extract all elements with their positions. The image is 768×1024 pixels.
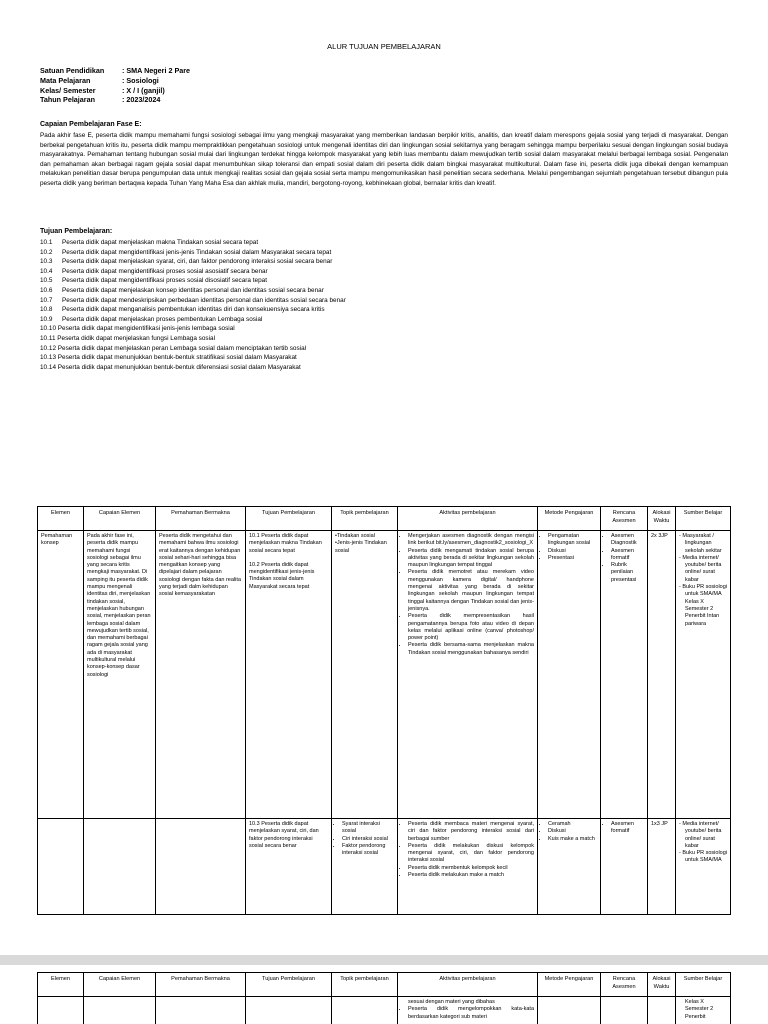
sumber-cell (676, 531, 731, 819)
goal-item: 10.6 Peserta didik dapat menjelaskan konsep identitas personal dan identitas sosial secara benar (40, 286, 324, 294)
waktu-cell: 1x3 JP (648, 819, 676, 915)
elemen-cell (38, 997, 84, 1024)
source-item: - Media internet/ youtube/ berita online/ surat kabar (685, 555, 727, 584)
goal-item: 10.2 Peserta didik dapat mengidentifikasi jenis-jenis Tindakan sosial dalam Masyarakat secara tepat (40, 248, 332, 256)
assessment-item: • Asesmen Diagnostik (611, 533, 644, 548)
source-continued: Semester 2 (685, 1006, 714, 1013)
goal-item: 10.5 Peserta didik dapat mengidentifikasi proses sosial disosiatif secara tepat (40, 277, 267, 285)
method-item: • Diskusi (548, 548, 597, 555)
meta-row (40, 86, 190, 96)
assessment-item: • Rubrik penilaian presentasi (611, 562, 644, 584)
header-cell: Metode Pengajaran (538, 507, 601, 531)
activity-item: • Peserta didik mengelompokkan kata-kata berdasarkan kategori sub materi (408, 1006, 534, 1021)
meta-label: Kelas/ Semester (40, 85, 96, 95)
source-continued: Penerbit (685, 1013, 706, 1020)
meta-label: Mata Pelajaran (40, 75, 91, 85)
sumber-cell (676, 819, 731, 915)
source-item: - Buku PR sosiologi untuk SMA/MA (685, 850, 727, 865)
tujuan-text: 10.2 Peserta didik dapat mengidentifikasi jenis-jenis Tindakan sosial dalam Masyarakat secara tepat (249, 561, 315, 590)
elemen-cell: Pemahaman konsep (38, 531, 84, 819)
topik-cell (332, 531, 398, 819)
meta-value: : SMA Negeri 2 Pare (122, 66, 191, 75)
topic-item: • Faktor pendorong interaksi sosial (342, 843, 394, 858)
meta-row (40, 66, 190, 76)
pemahaman-cell (156, 997, 246, 1024)
header-cell: Alokasi Waktu (648, 507, 676, 531)
metode-cell (538, 819, 601, 915)
meta-value: : 2023/2024 (122, 95, 161, 105)
header-cell: Rencana Asesmen (601, 973, 648, 997)
document-page-2 (0, 965, 768, 1024)
assessment-item: • Asesmen formatif (611, 548, 644, 563)
goal-item: 10.4 Peserta didik dapat mengidentifikasi proses sosial asosiatif secara benar (40, 267, 268, 275)
method-item: • Presentasi (548, 555, 597, 562)
table-row (38, 531, 731, 819)
goal-item: 10.1 Peserta didik dapat menjelaskan makna Tindakan sosial secara tepat (40, 239, 259, 246)
source-item: - Buku PR sosiologi untuk SMA/MA Kelas X Semester 2 Penerbit Intan pariwara (685, 584, 727, 628)
atp-table (37, 506, 731, 915)
method-item: • Kuis make a match (548, 836, 597, 843)
method-item: • Pengamatan lingkungan sosial (548, 533, 597, 548)
goal-item: 10.13 Peserta didik dapat menunjukkan bentuk-bentuk stratifikasi sosial dalam Masyarakat (40, 354, 297, 362)
header-cell: Tujuan Pembelajaran (246, 973, 332, 997)
table-row (38, 819, 731, 915)
capaian-cell (84, 997, 156, 1024)
activity-item: • Peserta didik melakukan make a match (408, 872, 534, 879)
table-row (38, 997, 731, 1024)
activity-item: • Peserta didik bersama-sama menjelaskan makna Tindakan sosial menggunakan bahasanya sendiri (408, 642, 534, 657)
capaian-cell (84, 819, 156, 915)
topic-item: •Jenis-jenis Tindakan sosial (335, 540, 387, 554)
goal-item: 10.7 Peserta didik dapat mendeskripsikan perbedaan identitas personal dan identitas sosial secara benar (40, 296, 346, 304)
asesmen-cell (601, 531, 648, 819)
metode-cell (538, 531, 601, 819)
tujuan-text: 10.1 Peserta didik dapat menjelaskan makna Tindakan sosial secara tepat (249, 533, 322, 554)
tujuan-cell (246, 531, 332, 819)
sumber-cell (676, 997, 731, 1024)
header-cell: Rencana Asesmen (601, 507, 648, 531)
header-cell: Capaian Elemen (84, 507, 156, 531)
meta-label: Tahun Pelajaran (40, 95, 95, 105)
source-continued: Kelas X (685, 999, 704, 1005)
metode-cell (538, 997, 601, 1024)
cp-paragraph: Pada akhir fase E, peserta didik mampu memahami fungsi sosiologi sebagai ilmu yang mengkaji masyarakat yang memberikan landasan berpikir kritis, analitis, dan kreatif dalam merespons gejala sosial yang terjadi di masyarakat. Dengan berbekal pengetahuan kritis itu, peserta didik mampu mempraktikkan pengetahuan sosiologi untuk mengenali identitas diri dan lingkungan sosial sekitarnya yang beragam sehingga mampu berperilaku sesuai dengan lingkungan sosial budaya masyarakatnya. Pemahaman tentang hubungan sosial mulai dari lingkungan terdekat hingga kelompok masyarakat yang lebih luas membantu dalam mewujudkan tertib sosial dalam masyarakat melalui berbagai lembaga sosial. Pengenalan dan pemahaman akan berbagai ragam gejala sosial dapat menumbuhkan sikap toleransi dan empati sosial dalam diri peserta didik dalam bingkai masyarakat multikultural. Dalam fase ini, peserta didik juga dibekali dengan kemampuan melakukan penelitian dasar berupa pengumpulan data untuk mengkaji realitas sosial dan gejala sosial serta mampu mengomunikasikan hasil penelitian secara sederhana. Melalui pengembangan sejumlah pengetahuan tersebut dibangun pula peserta didik yang beriman bertaqwa kepada Tuhan Yang Maha Esa dan akhlak mulia, mandiri, bergotong-royong, kebhinekaan global, bernalar kritis dan kreatif. (40, 132, 728, 187)
header-cell: Pemahaman Bermakna (156, 507, 246, 531)
meta-row (40, 76, 190, 86)
source-item: - Media internet/ youtube/ berita online/ surat kabar (685, 821, 727, 850)
waktu-cell: 2x 3JP (648, 531, 676, 819)
activity-item: • Peserta didik membaca materi mengenai syarat, ciri dan faktor pendorong interaksi sosial dari berbagai sumber (408, 821, 534, 843)
goal-item: 10.10 Peserta didik dapat mengidentifikasi jenis-jenis lembaga sosial (40, 325, 235, 333)
activity-item: • Peserta didik memotret atau merekam video menggunakan kamera digital/ handphone mengenai aktivitas yang berada di sekitar lingkungan sekolah maupun lingkungan tempat tinggal kaitannya dengan Tindakan sosial dan jenis-jenisnya. (408, 569, 534, 613)
goal-item: 10.11 Peserta didik dapat menjelaskan fungsi Lembaga sosial (40, 334, 216, 342)
header-cell: Aktivitas pembelajaran (398, 973, 538, 997)
header-cell: Sumber Belajar (676, 973, 731, 997)
method-item: • Diskusi (548, 828, 597, 835)
source-item: - Masyarakat / lingkungan sekolah sekitar (685, 533, 727, 555)
header-cell: Capaian Elemen (84, 973, 156, 997)
asesmen-cell (601, 997, 648, 1024)
pemahaman-cell: Peserta didik mengetahui dan memahami bahwa ilmu sosiologi erat kaitannya dengan kehidupan sosial sehari-hari sehingga bisa mengaitkan konsep yang dipelajari dalam pelajaran sosiologi dengan fakta dan realita yang terjadi dalm kehidupan sosial kemasyarakatan (156, 531, 246, 819)
document-title: ALUR TUJUAN PEMBELAJARAN (327, 42, 441, 51)
activity-item: • Peserta didik melakukan diskusi kelompok mengenai syarat, ciri, dan faktor pendorong interaksi sosial (408, 843, 534, 865)
atp-table-continued (37, 972, 731, 1024)
aktivitas-cell (398, 819, 538, 915)
header-cell: Metode Pengajaran (538, 973, 601, 997)
header-cell: Pemahaman Bermakna (156, 973, 246, 997)
topik-cell (332, 819, 398, 915)
topic-item: • Ciri interaksi sosial (342, 836, 394, 843)
goal-item: 10.14 Peserta didik dapat menunjukkan bentuk-bentuk diferensiasi sosial dalam Masyarakat (40, 363, 301, 371)
header-cell: Aktivitas pembelajaran (398, 507, 538, 531)
header-cell: Topik pembelajaran (332, 973, 398, 997)
header-cell: Alokasi Waktu (648, 973, 676, 997)
aktivitas-cell (398, 997, 538, 1024)
activity-item: • Mengerjakan asesmen diagnostik dengan mengisi link berikut bit.ly/asesmen_diagnostik2_sosiologi_X (408, 533, 534, 548)
tujuan-cell: 10.3 Peserta didik dapat menjelaskan syarat, ciri, dan faktor pendorong interaksi sosial secara benar (246, 819, 332, 915)
goal-item: 10.12 Peserta didik dapat menjelaskan peran Lembaga sosial dalam menciptakan tertib sosial (40, 344, 307, 352)
elemen-cell (38, 819, 84, 915)
pemahaman-cell (156, 819, 246, 915)
header-cell: Tujuan Pembelajaran (246, 507, 332, 531)
aktivitas-cell (398, 531, 538, 819)
goal-item: 10.9 Peserta didik dapat menjelaskan proses pembentukan Lembaga sosial (40, 315, 263, 323)
meta-label: Satuan Pendidikan (40, 66, 105, 75)
header-cell: Sumber Belajar (676, 507, 731, 531)
identity-block (40, 66, 190, 105)
capaian-cell: Pada akhir fase ini, peserta didik mampu memahami fungsi sosiologi sebagai ilmu yang secara kritis mengkaji masyarakat. Di samping itu peserta didik mampu mengenali identitas diri, menjelaskan tindakan sosial, menjelaskan hubungan sosial, menjelaskan peran lembaga sosial dalam mewujudkan tertib sosial, dan memahami berbagai ragam gejala sosial yang ada di masyarakat multikultural melalui konsep-konsep dasar sosiologi (84, 531, 156, 819)
topic-item: • Syarat interaksi sosial (342, 821, 394, 836)
activity-continued: sesuai dengan materi yang dibahas (408, 999, 495, 1005)
goal-list (40, 238, 346, 372)
topic-item: •Tindakan sosial (335, 533, 375, 539)
topik-cell (332, 997, 398, 1024)
header-cell: Elemen (38, 973, 84, 997)
meta-row (40, 95, 190, 105)
table-header-row (38, 973, 731, 997)
asesmen-cell (601, 819, 648, 915)
activity-item: • Peserta didik mengamati tindakan sosial berupa aktivitas yang berada di sekitar lingkungan sekolah maupun lingkungan tempat tinggal (408, 548, 534, 570)
cp-heading: Capaian Pembelajaran Fase E: (40, 121, 142, 128)
waktu-cell (648, 997, 676, 1024)
header-cell: Topik pembelajaran (332, 507, 398, 531)
activity-item: • Peserta didik membentuk kelompok kecil (408, 865, 534, 872)
activity-item: • Peserta didik mempresentasikan hasil pengamatannya berupa foto atau video di depan kelas melalui aplikasi online (canva/ photoshop/ power point) (408, 613, 534, 642)
table-header-row (38, 507, 731, 531)
assessment-item: • Asesmen formatif (611, 821, 644, 836)
goal-item: 10.3 Peserta didik dapat menjelaskan syarat, ciri, dan faktor pendorong interaksi sosial secara benar (40, 258, 333, 266)
tp-heading: Tujuan Pembelajaran: (40, 228, 113, 235)
tujuan-cell (246, 997, 332, 1024)
meta-value: : X / I (ganjil) (122, 85, 165, 95)
header-cell: Elemen (38, 507, 84, 531)
goal-item: 10.8 Peserta didik dapat menganalisis pembentukan identitas diri dan konsekuensiya secara kritis (40, 306, 325, 314)
meta-value: : Sosiologi (122, 75, 159, 85)
method-item: • Ceramah (548, 821, 597, 828)
